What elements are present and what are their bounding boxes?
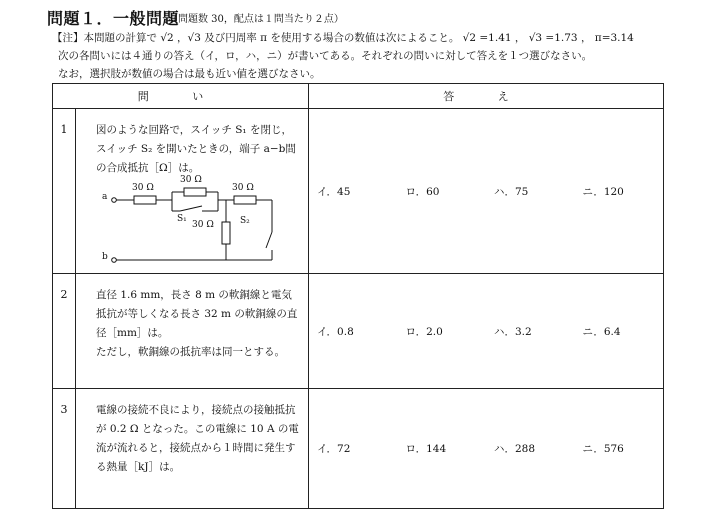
- label-a: a: [102, 192, 108, 202]
- question-text: 電線の接続不良により，接続点の接触抵抗が 0.2 Ω となった。この電線に 10 A の電流が流れると，接続点から１時間に発生する熱量［kJ］は。: [96, 404, 299, 473]
- label-r1: 30 Ω: [132, 183, 154, 193]
- table-row: [53, 274, 664, 389]
- question-text: 図のような回路で，スイッチ S₁ を閉じ，スイッチ S₂ を開いたときの，端子 a−b間の合成抵抗［Ω］は。: [96, 124, 296, 174]
- question-number: 3: [53, 389, 76, 509]
- question-cell: [76, 274, 309, 389]
- option-ni[interactable]: ニ．576: [582, 443, 624, 455]
- option-i[interactable]: イ．72: [317, 443, 351, 455]
- option-ha[interactable]: ハ．75: [494, 185, 529, 198]
- note-line-3: なお，選択肢が数値の場合は最も近い値を選びなさい。: [58, 68, 321, 80]
- answer-cell: [309, 389, 664, 509]
- label-b: b: [102, 252, 108, 262]
- question-cell: [76, 389, 309, 509]
- header-answer: 答 え: [309, 84, 664, 109]
- option-ni[interactable]: ニ．120: [582, 185, 624, 198]
- note-line-1: 【注】本問題の計算で √2 ，√3 及び円周率 π を使用する場合の数値は次によること。 √2 =1.41 ， √3 =1.73 ， π=3.14: [52, 32, 634, 44]
- question-note: ただし，軟銅線の抵抗率は同一とする。: [96, 346, 285, 358]
- label-s2: S₂: [240, 216, 250, 226]
- question-text: 直径 1.6 mm，長さ 8 m の軟銅線と電気抵抗が等しくなる長さ 32 m の軟銅線の直径［mm］は。: [96, 289, 298, 339]
- header-question: 問 い: [53, 84, 309, 109]
- option-i[interactable]: イ．45: [317, 185, 351, 198]
- option-i[interactable]: イ．0.8: [317, 325, 354, 338]
- option-ha[interactable]: ハ．3.2: [494, 325, 532, 338]
- question-number: 2: [53, 274, 76, 389]
- table-header-row: [53, 84, 664, 109]
- answer-cell: [309, 274, 664, 389]
- option-ha[interactable]: ハ．288: [494, 443, 536, 455]
- section-title-note: （問題数 30，配点は１問当たり２点）: [168, 14, 344, 25]
- label-r4: 30 Ω: [192, 220, 214, 230]
- label-r3: 30 Ω: [232, 183, 254, 193]
- option-ro[interactable]: ロ．144: [405, 443, 447, 455]
- option-ro[interactable]: ロ．60: [405, 185, 440, 198]
- question-number: 1: [53, 109, 76, 274]
- note-line-2: 次の各問いには４通りの答え（イ，ロ，ハ，ニ）が書いてある。それぞれの問いに対して答えを１つ選びなさい。: [58, 50, 593, 62]
- option-ro[interactable]: ロ．2.0: [405, 325, 443, 338]
- option-ni[interactable]: ニ．6.4: [582, 325, 621, 338]
- circuit-labels: [82, 170, 302, 270]
- label-s1: S₁: [177, 214, 187, 224]
- answer-cell: [309, 109, 664, 274]
- table-row: [53, 389, 664, 509]
- label-r2: 30 Ω: [180, 175, 202, 185]
- question-table: [52, 83, 664, 509]
- section-title: 問題１．一般問題: [47, 9, 180, 28]
